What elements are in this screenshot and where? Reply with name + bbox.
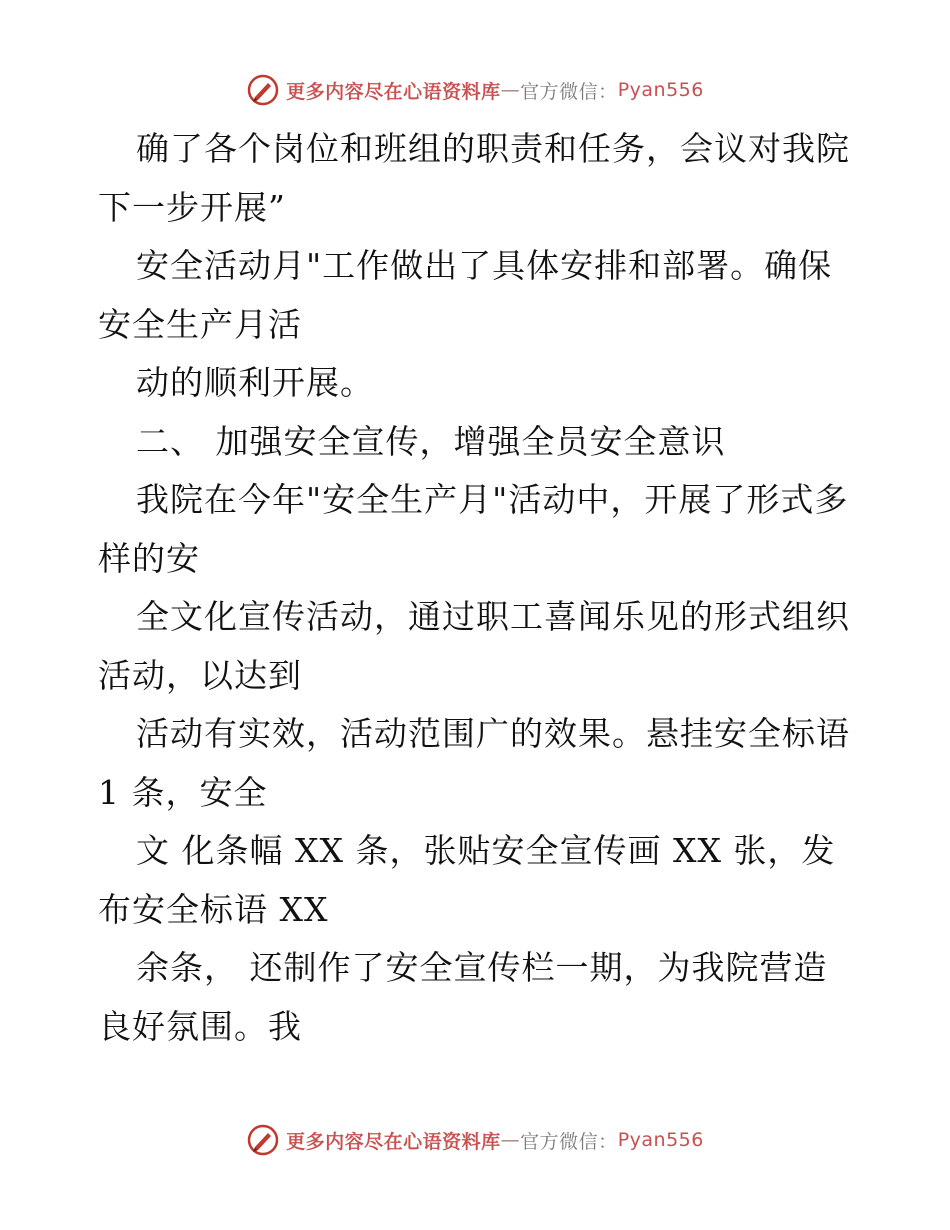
text-line: 全文化宣传活动，通过职工喜闻乐见的形式组织 — [136, 597, 850, 636]
text-line: 文 化条幅 XX 条，张贴安全宣传画 XX 张，发 — [136, 831, 836, 870]
watermark-dash: — — [500, 79, 521, 101]
footer-watermark — [0, 1120, 950, 1160]
text-line: 确了各个岗位和班组的职责和任务，会议对我院 — [136, 129, 850, 168]
text-line: 1 条，安全 — [98, 772, 268, 812]
text-line: 动的顺利开展。 — [136, 363, 374, 402]
header-watermark — [0, 70, 950, 110]
watermark-main-text: 更多内容尽在心语资料库 — [286, 1130, 501, 1153]
text-line: 良好氛围。我 — [98, 1006, 302, 1046]
text-line: 样的安 — [98, 538, 200, 578]
text-line: 活动有实效，活动范围广的效果。悬挂安全标语 — [136, 714, 850, 753]
watermark-official-label: 官方微信： — [520, 1130, 618, 1153]
section-heading: 二、 加强安全宣传，增强全员安全意识 — [136, 421, 726, 461]
watermark-wechat-id: Pyan556 — [617, 79, 704, 101]
watermark-main-text: 更多内容尽在心语资料库 — [286, 80, 501, 103]
watermark-dash: — — [500, 1129, 521, 1151]
watermark-official-label: 官方微信： — [520, 80, 618, 103]
text-line: 布安全标语 XX — [98, 889, 329, 929]
text-line: 下一步开展” — [98, 187, 286, 227]
text-line: 我院在今年"安全生产月"活动中，开展了形式多 — [136, 480, 849, 519]
text-line: 安全活动月"工作做出了具体安排和部署。确保 — [136, 246, 833, 285]
pen-logo-icon — [246, 1123, 280, 1157]
text-line: 安全生产月活 — [98, 304, 302, 344]
pen-logo-icon — [246, 73, 280, 107]
document-body — [98, 120, 878, 1056]
text-line: 活动，以达到 — [98, 655, 302, 695]
watermark-wechat-id: Pyan556 — [617, 1129, 704, 1151]
text-line: 余条， 还制作了安全宣传栏一期，为我院营造 — [136, 948, 828, 987]
